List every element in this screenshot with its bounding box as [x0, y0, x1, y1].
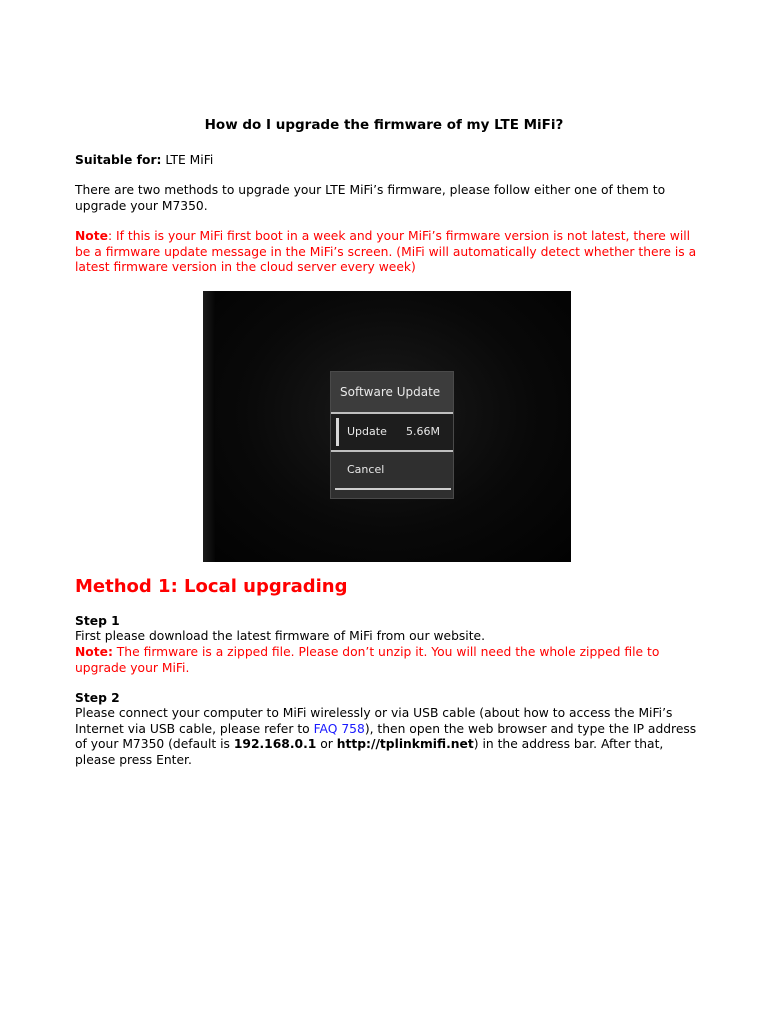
step2-text-b: ), then open the web browser and type the IP address of your M7350 (default is [75, 721, 697, 751]
faq-758-link[interactable]: FAQ 758 [313, 721, 365, 736]
step2-text-c: ) in the address bar. After that, please press Enter. [75, 737, 664, 767]
suitable-for-label: Suitable for: [75, 153, 162, 167]
device-screen-photo [203, 291, 571, 562]
note-label: Note [75, 229, 108, 243]
update-size: 5.66M [406, 425, 440, 438]
software-update-dialog [330, 371, 454, 499]
step2-or: or [316, 737, 337, 751]
note-text: : If this is your MiFi first boot in a week and your MiFi’s firmware version is not latest, there will be a firmware update message in the MiFi’s screen. (MiFi will automatically detect whether there is a latest firmware version in the cloud server every week) [75, 229, 697, 274]
update-option [331, 412, 453, 452]
step1-note-label: Note: [75, 645, 113, 659]
step2-label: Step 2 [75, 691, 120, 705]
step2-text [75, 706, 700, 768]
cancel-label: Cancel [347, 463, 385, 476]
intro-paragraph: There are two methods to upgrade your LTE MiFi’s firmware, please follow either one of them to upgrade your M7350. [75, 183, 666, 213]
step1-text: First please download the latest firmware of MiFi from our website. [75, 629, 485, 643]
default-ip: 192.168.0.1 [233, 737, 317, 751]
selection-indicator [336, 418, 339, 446]
note-paragraph [75, 229, 700, 276]
dialog-divider [335, 488, 451, 490]
suitable-for-line [75, 153, 700, 169]
method1-heading: Method 1: Local upgrading [75, 576, 348, 597]
step1-note [75, 645, 700, 676]
suitable-for-value: LTE MiFi [161, 153, 214, 167]
step2-text-a: Please connect your computer to MiFi wirelessly or via USB cable (about how to access the MiFi’s Internet via USB cable, please refer to [75, 706, 673, 736]
update-label: Update [347, 425, 387, 438]
cancel-option [331, 452, 453, 488]
step1-note-text: The firmware is a zipped file. Please don’t unzip it. You will need the whole zipped file to upgrade your MiFi. [75, 645, 660, 675]
dialog-title: Software Update [331, 372, 453, 412]
default-url: http://tplinkmifi.net [336, 737, 474, 751]
step1-label: Step 1 [75, 614, 120, 628]
page-title: How do I upgrade the firmware of my LTE MiFi? [204, 117, 564, 133]
